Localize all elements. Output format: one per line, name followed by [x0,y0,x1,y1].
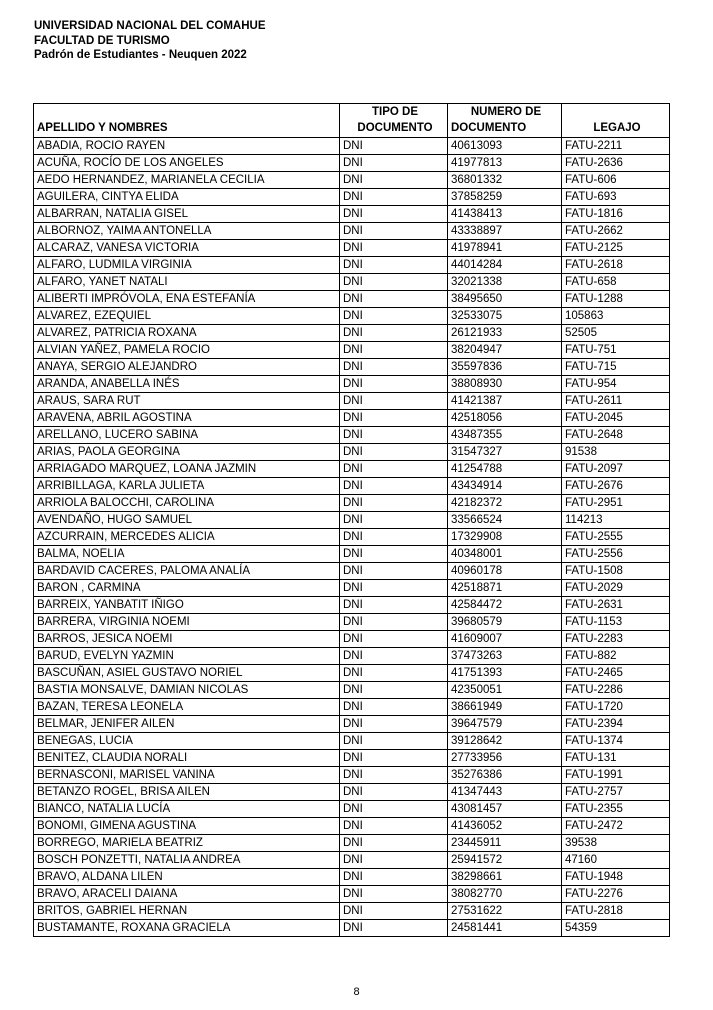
student-name-cell: ALBARRAN, NATALIA GISEL [34,206,340,223]
legajo-cell: FATU-2618 [562,257,670,274]
student-name-cell: ARELLANO, LUCERO SABINA [34,427,340,444]
legajo-cell: FATU-751 [562,342,670,359]
document-type-cell: DNI [340,342,448,359]
legajo-cell: FATU-2286 [562,682,670,699]
document-type-cell: DNI [340,189,448,206]
legajo-cell: FATU-2029 [562,580,670,597]
document-type-cell: DNI [340,597,448,614]
header-name-spacer [34,104,340,121]
legajo-cell: FATU-2472 [562,818,670,835]
document-type-cell: DNI [340,461,448,478]
student-name-cell: BENITEZ, CLAUDIA NORALI [34,750,340,767]
document-type-cell: DNI [340,750,448,767]
document-number-cell: 43434914 [448,478,562,495]
document-number-cell: 41347443 [448,784,562,801]
student-name-cell: ABADIA, ROCIO RAYEN [34,138,340,155]
legajo-cell: FATU-715 [562,359,670,376]
table-row [34,699,670,716]
student-name-cell: BRAVO, ALDANA LILEN [34,869,340,886]
document-type-cell: DNI [340,359,448,376]
document-type-cell: DNI [340,223,448,240]
document-number-cell: 43081457 [448,801,562,818]
legajo-cell: FATU-606 [562,172,670,189]
legajo-cell: 47160 [562,852,670,869]
document-header [34,19,266,63]
document-number-cell: 44014284 [448,257,562,274]
student-name-cell: ARRIOLA BALOCCHI, CAROLINA [34,495,340,512]
legajo-cell: FATU-2097 [562,461,670,478]
table-row [34,580,670,597]
header-doc-number-top: NUMERO DE [448,104,562,121]
student-name-cell: BOSCH PONZETTI, NATALIA ANDREA [34,852,340,869]
document-type-cell: DNI [340,903,448,920]
student-name-cell: ARANDA, ANABELLA INÉS [34,376,340,393]
student-name-cell: ARAUS, SARA RUT [34,393,340,410]
document-type-cell: DNI [340,444,448,461]
table-row [34,291,670,308]
legajo-cell: FATU-2045 [562,410,670,427]
document-type-cell: DNI [340,546,448,563]
header-name: APELLIDO Y NOMBRES [34,120,340,138]
table-row [34,376,670,393]
student-name-cell: BORREGO, MARIELA BEATRIZ [34,835,340,852]
table-row [34,512,670,529]
student-name-cell: ARRIBILLAGA, KARLA JULIETA [34,478,340,495]
legajo-cell: FATU-693 [562,189,670,206]
table-row [34,342,670,359]
document-type-cell: DNI [340,716,448,733]
document-type-cell: DNI [340,274,448,291]
document-type-cell: DNI [340,699,448,716]
document-type-cell: DNI [340,529,448,546]
document-number-cell: 41977813 [448,155,562,172]
legajo-cell: FATU-2676 [562,478,670,495]
table-row [34,189,670,206]
document-number-cell: 32533075 [448,308,562,325]
table-row [34,920,670,937]
table-row [34,529,670,546]
document-number-cell: 39680579 [448,614,562,631]
student-name-cell: BELMAR, JENIFER AILEN [34,716,340,733]
document-type-cell: DNI [340,172,448,189]
document-type-cell: DNI [340,886,448,903]
document-type-cell: DNI [340,291,448,308]
header-legajo-spacer [562,104,670,121]
document-number-cell: 43338897 [448,223,562,240]
document-number-cell: 42518056 [448,410,562,427]
table-row [34,427,670,444]
table-row [34,818,670,835]
table-row [34,495,670,512]
student-name-cell: ARRIAGADO MARQUEZ, LOANA JAZMIN [34,461,340,478]
legajo-cell: 114213 [562,512,670,529]
table-row [34,444,670,461]
legajo-cell: FATU-1720 [562,699,670,716]
document-number-cell: 41751393 [448,665,562,682]
document-number-cell: 31547327 [448,444,562,461]
table-row [34,325,670,342]
document-type-cell: DNI [340,733,448,750]
table-row [34,359,670,376]
document-type-cell: DNI [340,784,448,801]
legajo-cell: FATU-2276 [562,886,670,903]
table-row [34,886,670,903]
legajo-cell: FATU-882 [562,648,670,665]
table-row [34,733,670,750]
document-type-cell: DNI [340,240,448,257]
document-type-cell: DNI [340,155,448,172]
table-row [34,614,670,631]
document-type-cell: DNI [340,410,448,427]
document-number-cell: 41254788 [448,461,562,478]
legajo-cell: FATU-2125 [562,240,670,257]
document-type-cell: DNI [340,818,448,835]
table-row [34,682,670,699]
legajo-cell: FATU-2757 [562,784,670,801]
table-row [34,903,670,920]
document-type-cell: DNI [340,393,448,410]
document-number-cell: 38808930 [448,376,562,393]
legajo-cell: FATU-2631 [562,597,670,614]
document-number-cell: 42518871 [448,580,562,597]
student-name-cell: BARUD, EVELYN YAZMIN [34,648,340,665]
table-row [34,461,670,478]
document-number-cell: 37858259 [448,189,562,206]
document-type-cell: DNI [340,308,448,325]
table-row [34,274,670,291]
page-number: 8 [353,986,360,998]
student-name-cell: ALFARO, YANET NATALI [34,274,340,291]
legajo-cell: FATU-1991 [562,767,670,784]
faculty-name: FACULTAD DE TURISMO [34,34,170,47]
document-type-cell: DNI [340,801,448,818]
legajo-cell: FATU-1508 [562,563,670,580]
document-number-cell: 24581441 [448,920,562,937]
document-number-cell: 38298661 [448,869,562,886]
university-name: UNIVERSIDAD NACIONAL DEL COMAHUE [34,20,266,32]
student-name-cell: BARRERA, VIRGINIA NOEMI [34,614,340,631]
student-name-cell: BAZAN, TERESA LEONELA [34,699,340,716]
legajo-cell: FATU-2555 [562,529,670,546]
document-number-cell: 41436052 [448,818,562,835]
legajo-cell: FATU-1288 [562,291,670,308]
document-type-cell: DNI [340,767,448,784]
student-name-cell: AVENDAÑO, HUGO SAMUEL [34,512,340,529]
legajo-cell: FATU-2611 [562,393,670,410]
document-type-cell: DNI [340,920,448,937]
legajo-cell: FATU-1374 [562,733,670,750]
document-number-cell: 41978941 [448,240,562,257]
student-name-cell: BARREIX, YANBATIT IÑIGO [34,597,340,614]
document-number-cell: 33566524 [448,512,562,529]
document-type-cell: DNI [340,614,448,631]
document-type-cell: DNI [340,648,448,665]
student-name-cell: ALVAREZ, EZEQUIEL [34,308,340,325]
table-row [34,308,670,325]
document-type-cell: DNI [340,206,448,223]
table-row [34,138,670,155]
student-name-cell: BARROS, JESICA NOEMI [34,631,340,648]
student-name-cell: BIANCO, NATALIA LUCÍA [34,801,340,818]
document-type-cell: DNI [340,665,448,682]
student-name-cell: AEDO HERNANDEZ, MARIANELA CECILIA [34,172,340,189]
document-type-cell: DNI [340,563,448,580]
document-number-cell: 36801332 [448,172,562,189]
table-row [34,835,670,852]
student-name-cell: AZCURRAIN, MERCEDES ALICIA [34,529,340,546]
legajo-cell: FATU-2556 [562,546,670,563]
legajo-cell: FATU-2636 [562,155,670,172]
student-name-cell: ACUÑA, ROCÍO DE LOS ANGELES [34,155,340,172]
header-doc-number: DOCUMENTO [448,120,562,138]
legajo-cell: FATU-1816 [562,206,670,223]
student-name-cell: BONOMI, GIMENA AGUSTINA [34,818,340,835]
student-name-cell: ALIBERTI IMPRÓVOLA, ENA ESTEFANÍA [34,291,340,308]
student-name-cell: BRAVO, ARACELI DAIANA [34,886,340,903]
legajo-cell: FATU-131 [562,750,670,767]
document-type-cell: DNI [340,835,448,852]
document-type-cell: DNI [340,376,448,393]
student-name-cell: BASTIA MONSALVE, DAMIAN NICOLAS [34,682,340,699]
document-type-cell: DNI [340,257,448,274]
student-name-cell: BASCUÑAN, ASIEL GUSTAVO NORIEL [34,665,340,682]
document-type-cell: DNI [340,631,448,648]
student-name-cell: ARIAS, PAOLA GEORGINA [34,444,340,461]
document-number-cell: 39128642 [448,733,562,750]
document-number-cell: 38661949 [448,699,562,716]
document-type-cell: DNI [340,427,448,444]
table-row [34,563,670,580]
student-name-cell: ALVIAN YAÑEZ, PAMELA ROCIO [34,342,340,359]
table-row [34,784,670,801]
legajo-cell: FATU-2465 [562,665,670,682]
legajo-cell: FATU-2211 [562,138,670,155]
document-type-cell: DNI [340,325,448,342]
legajo-cell: FATU-2283 [562,631,670,648]
table-row [34,393,670,410]
legajo-cell: FATU-2355 [562,801,670,818]
legajo-cell: FATU-1153 [562,614,670,631]
document-number-cell: 27733956 [448,750,562,767]
document-number-cell: 35597836 [448,359,562,376]
student-name-cell: ALVAREZ, PATRICIA ROXANA [34,325,340,342]
header-legajo: LEGAJO [562,120,670,138]
table-row [34,750,670,767]
document-type-cell: DNI [340,869,448,886]
document-number-cell: 42350051 [448,682,562,699]
document-number-cell: 26121933 [448,325,562,342]
student-name-cell: BUSTAMANTE, ROXANA GRACIELA [34,920,340,937]
table-row [34,546,670,563]
student-name-cell: BERNASCONI, MARISEL VANINA [34,767,340,784]
document-type-cell: DNI [340,580,448,597]
document-number-cell: 39647579 [448,716,562,733]
table-row [34,852,670,869]
student-name-cell: BARON , CARMINA [34,580,340,597]
legajo-cell: FATU-1948 [562,869,670,886]
document-type-cell: DNI [340,682,448,699]
legajo-cell: FATU-2648 [562,427,670,444]
student-name-cell: BENEGAS, LUCIA [34,733,340,750]
document-number-cell: 35276386 [448,767,562,784]
legajo-cell: 54359 [562,920,670,937]
document-number-cell: 40960178 [448,563,562,580]
document-type-cell: DNI [340,512,448,529]
document-type-cell: DNI [340,495,448,512]
header-doc-type: DOCUMENTO [340,120,448,138]
table-row [34,410,670,427]
document-number-cell: 42182372 [448,495,562,512]
document-number-cell: 40348001 [448,546,562,563]
table-row [34,155,670,172]
document-number-cell: 41421387 [448,393,562,410]
table-row [34,206,670,223]
table-row [34,648,670,665]
table-row [34,597,670,614]
student-name-cell: ANAYA, SERGIO ALEJANDRO [34,359,340,376]
document-number-cell: 38082770 [448,886,562,903]
legajo-cell: 91538 [562,444,670,461]
legajo-cell: FATU-2394 [562,716,670,733]
student-name-cell: AGUILERA, CINTYA ELIDA [34,189,340,206]
document-number-cell: 17329908 [448,529,562,546]
document-number-cell: 23445911 [448,835,562,852]
document-title: Padrón de Estudiantes - Neuquen 2022 [34,49,247,61]
legajo-cell: FATU-2662 [562,223,670,240]
table-row [34,257,670,274]
document-number-cell: 41438413 [448,206,562,223]
student-name-cell: ALBORNOZ, YAIMA ANTONELLA [34,223,340,240]
legajo-cell: 105863 [562,308,670,325]
student-name-cell: BRITOS, GABRIEL HERNAN [34,903,340,920]
document-number-cell: 27531622 [448,903,562,920]
document-number-cell: 25941572 [448,852,562,869]
legajo-cell: FATU-658 [562,274,670,291]
document-number-cell: 41609007 [448,631,562,648]
student-name-cell: ALFARO, LUDMILA VIRGINIA [34,257,340,274]
student-name-cell: ARAVENA, ABRIL AGOSTINA [34,410,340,427]
student-name-cell: ALCARAZ, VANESA VICTORIA [34,240,340,257]
legajo-cell: FATU-954 [562,376,670,393]
header-doc-type-top: TIPO DE [340,104,448,121]
document-type-cell: DNI [340,852,448,869]
table-row [34,172,670,189]
legajo-cell: FATU-2951 [562,495,670,512]
document-number-cell: 37473263 [448,648,562,665]
table-header [34,104,670,138]
table-row [34,665,670,682]
student-name-cell: BETANZO ROGEL, BRISA AILEN [34,784,340,801]
document-type-cell: DNI [340,478,448,495]
table-row [34,716,670,733]
table-row [34,631,670,648]
document-number-cell: 32021338 [448,274,562,291]
table-row [34,869,670,886]
student-roster-table [33,103,670,937]
document-type-cell: DNI [340,138,448,155]
student-name-cell: BARDAVID CACERES, PALOMA ANALÍA [34,563,340,580]
document-number-cell: 40613093 [448,138,562,155]
document-number-cell: 38204947 [448,342,562,359]
document-number-cell: 38495650 [448,291,562,308]
table-body [34,138,670,937]
legajo-cell: 52505 [562,325,670,342]
document-number-cell: 42584472 [448,597,562,614]
document-number-cell: 43487355 [448,427,562,444]
table-row [34,767,670,784]
legajo-cell: 39538 [562,835,670,852]
table-row [34,223,670,240]
legajo-cell: FATU-2818 [562,903,670,920]
table-row [34,801,670,818]
table-row [34,478,670,495]
student-name-cell: BALMA, NOELIA [34,546,340,563]
table-row [34,240,670,257]
